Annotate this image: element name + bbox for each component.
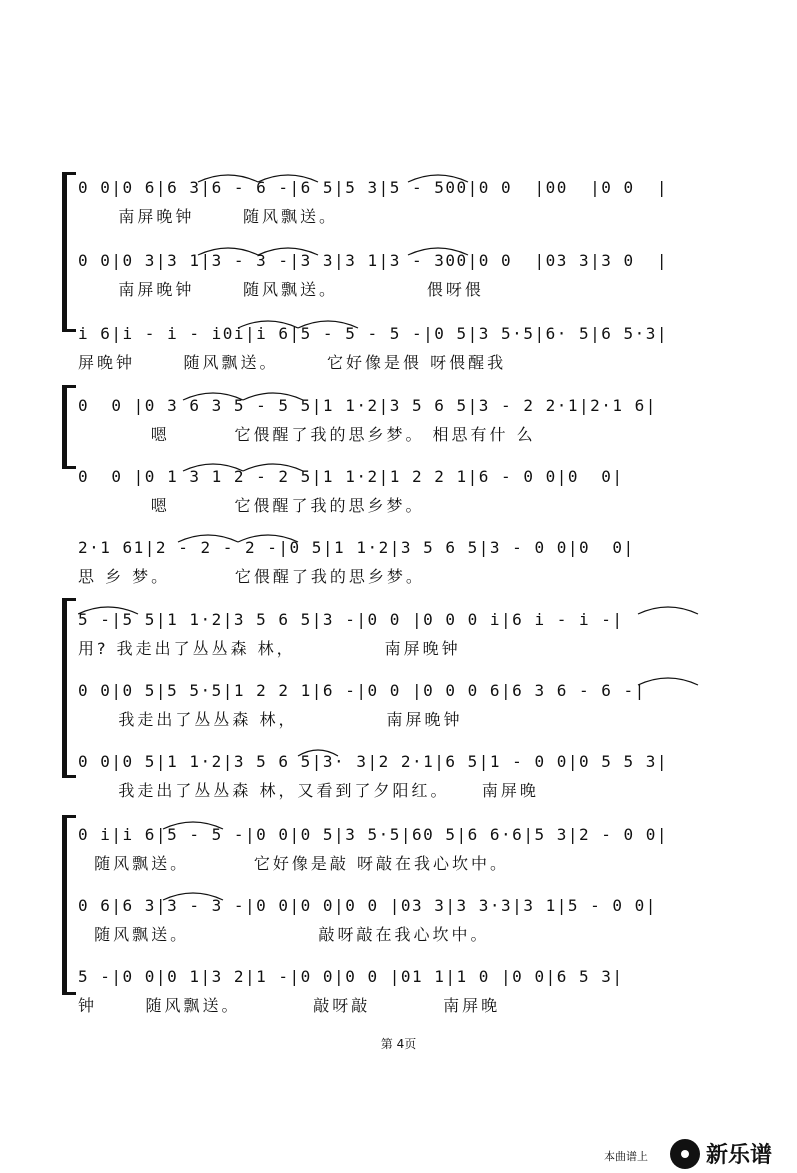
score-row [78,961,718,1031]
lyric-line: 屏晚钟 随风飘送。 它好像是偎 呀偎醒我 [78,353,507,372]
notation-line: i 6|i - i - i0i|i 6|5 - 5 - 5 -|0 5|3 5·5|6· 5|6 5·3| [78,324,669,343]
lyric-line: 南屏晚钟 随风飘送。 偎呀偎 [78,280,484,299]
score-row [78,245,718,315]
lyric-line: 我走出了丛丛森 林， 南屏晚钟 [78,710,463,729]
brand-logo [670,1138,772,1169]
brand-name: 新乐谱 [706,1143,773,1168]
notation-line: 0 0|0 5|5 5·5|1 2 2 1|6 -|0 0 |0 0 0 6|6 3 6 - 6 -| [78,681,646,700]
score-row [78,819,718,889]
notation-line: 0 6|6 3|3 - 3 -|0 0|0 0|0 0 |03 3|3 3·3|3 1|5 - 0 0| [78,896,657,915]
notation-line: 5 -|0 0|0 1|3 2|1 -|0 0|0 0 |01 1|1 0 |0 0|6 5 3| [78,967,624,986]
notation-line: 2·1 61|2 - 2 - 2 -|0 5|1 1·2|3 5 6 5|3 - 0 0|0 0| [78,538,635,557]
lyric-line: 随风飘送。 它好像是敲 呀敲在我心坎中。 [78,854,509,873]
score-row [78,461,718,531]
lyric-line: 我走出了丛丛森 林，又看到了夕阳红。 南屏晚 [78,781,539,800]
notation-line: 0 0 |0 1 3 1 2 - 2 5|1 1·2|1 2 2 1|6 - 0 0|0 0| [78,467,624,486]
score-row [78,318,718,388]
lyric-line: 思 乡 梦。 它偎醒了我的思乡梦。 [78,567,425,586]
lyric-line: 用? 我走出了丛丛森 林， 南屏晚钟 [78,639,461,658]
notation-line: 0 0 |0 3 6 3 5 - 5 5|1 1·2|3 5 6 5|3 - 2 2·1|2·1 6| [78,396,657,415]
notation-line: 5 -|5 5|1 1·2|3 5 6 5|3 -|0 0 |0 0 0 i|6 i - i -| [78,610,624,629]
lyric-line: 随风飘送。 敲呀敲在我心坎中。 [78,925,490,944]
lyric-line: 嗯 它偎醒了我的思乡梦。 [78,496,425,515]
score-row [78,532,718,602]
score-row [78,675,718,745]
lyric-line: 钟 随风飘送。 敲呀敲 南屏晚 [78,996,501,1015]
lyric-line: 南屏晚钟 随风飘送。 [78,207,338,226]
vinyl-disc-icon [670,1139,700,1169]
score-row [78,746,718,816]
score-row [78,604,718,674]
notation-line: 0 0|0 5|1 1·2|3 5 6 5|3· 3|2 2·1|6 5|1 - 0 0|0 5 5 3| [78,752,669,771]
notation-line: 0 i|i 6|5 - 5 -|0 0|0 5|3 5·5|60 5|6 6·6|5 3|2 - 0 0| [78,825,669,844]
score-row [78,172,718,242]
lyric-line: 嗯 它偎醒了我的思乡梦。 相思有什 么 [78,425,536,444]
score-row [78,890,718,960]
page-number: 第 4页 [380,1037,417,1051]
notation-line: 0 0|0 3|3 1|3 - 3 -|3 3|3 1|3 - 300|0 0 |03 3|3 0 | [78,251,669,270]
source-note: 本曲谱上 [604,1150,648,1163]
notation-line: 0 0|0 6|6 3|6 - 6 -|6 5|5 3|5 - 500|0 0 |00 |0 0 | [78,178,669,197]
score-row [78,390,718,460]
